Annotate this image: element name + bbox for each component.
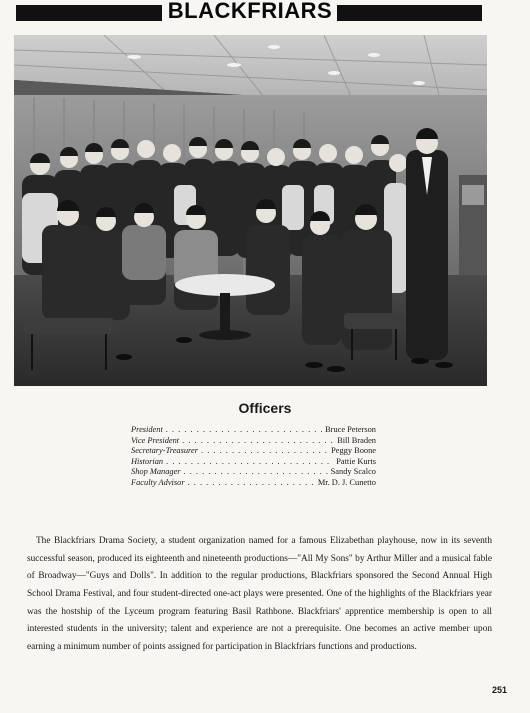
leader-dots [201,446,328,457]
leader-dots [166,425,322,436]
page-title: BLACKFRIARS [167,0,333,23]
society-description: The Blackfriars Drama Society, a student organization named for a famous Elizabethan playhouse, now in its seventh successful season, produced its eighteenth and nineteenth productions—"All My Sons" by Arthur Miller and a musical fable of Broadway—"Guys and Dolls". In addition to the regular productions, Blackfriars sponsored the Second Annual High School Drama Festival, and four student-directed one-act plays were presented. One of the highlights of the Blackfriars year was the hostship of the Lyceum program featuring Basil Rathbone. Blackfriars' apprentice membership is open to all interested students in the university; talent and experience are not a prerequisite. One becomes an active member upon earning a minimum number of points assigned for participation in Blackfriars functions and productions. [27,536,492,652]
header-bar-right [337,5,482,21]
leader-dots [188,478,315,489]
officer-role: Shop Manager [131,467,181,477]
leader-dots [184,467,328,478]
officer-row [131,478,376,489]
officer-name: Mr. D. J. Cunetto [317,477,376,487]
officer-row [131,457,376,468]
officer-row [131,446,376,457]
page-number: 251 [492,685,508,695]
officer-role: Historian [131,456,164,466]
officer-name: Sandy Scalco [330,467,376,477]
officer-name: Bruce Peterson [325,425,376,434]
officer-row [131,436,376,447]
officer-role: Vice President [131,435,180,445]
officers-list [131,425,376,489]
officers-heading: Officers [238,400,292,416]
group-photo [14,35,487,386]
header-bar-left [16,5,162,21]
officer-row [131,467,376,478]
officer-name: Pattie Kurts [336,456,376,466]
leader-dots [166,457,333,468]
officer-row [131,425,376,436]
leader-dots [182,436,334,447]
officer-role: Faculty Advisor [131,477,185,487]
officer-name: Peggy Boone [331,446,376,456]
officer-role: President [131,425,163,434]
officer-name: Bill Braden [337,435,376,445]
officer-role: Secretary-Treasurer [131,446,198,456]
